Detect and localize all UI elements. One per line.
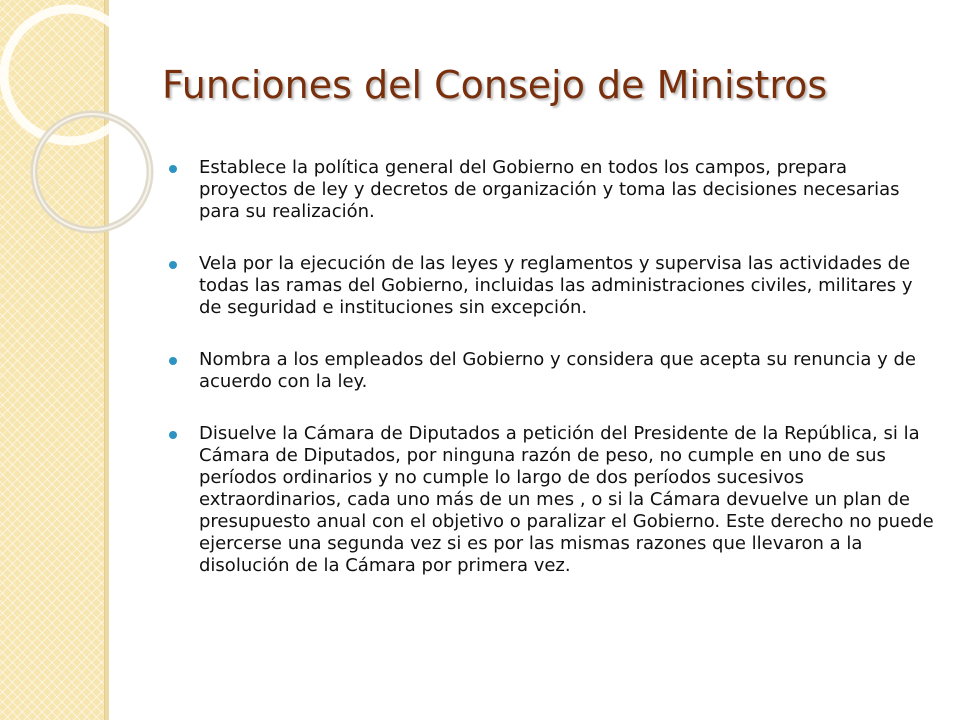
bullet-text: Establece la política general del Gobierno en todos los campos, prepara proyectos de ley y decretos de organización y toma las decisiones necesarias para su realización. xyxy=(199,157,900,222)
bullet-item xyxy=(168,423,938,577)
bullet-text: Nombra a los empleados del Gobierno y considera que acepta su renuncia y de acuerdo con la ley. xyxy=(199,349,916,392)
bullet-marker-icon xyxy=(169,357,177,365)
bullet-list xyxy=(168,157,938,607)
bullet-item xyxy=(168,349,938,393)
bullet-item xyxy=(168,253,938,319)
slide-title: Funciones del Consejo de Ministros xyxy=(162,63,828,107)
bullet-marker-icon xyxy=(169,261,177,269)
bullet-text: Disuelve la Cámara de Diputados a petición del Presidente de la República, si la Cámara de Diputados, por ninguna razón de peso, no cumple en uno de sus períodos ordinarios y no cumple lo largo de dos períodos sucesivos extraordinarios, cada uno más de un mes , o si la Cámara devuelve un plan de presupuesto anual con el objetivo o paralizar el Gobierno. Este derecho no puede ejercerse una segunda vez si es por las mismas razones que llevaron a la disolución de la Cámara por primera vez. xyxy=(199,423,934,576)
bullet-text: Vela por la ejecución de las leyes y reglamentos y supervisa las actividades de todas las ramas del Gobierno, incluidas las administraciones civiles, militares y de seguridad e instituciones sin excepción. xyxy=(199,253,913,318)
bullet-marker-icon xyxy=(169,431,177,439)
bullet-item xyxy=(168,157,938,223)
bullet-marker-icon xyxy=(169,165,177,173)
small-ring-highlight xyxy=(34,114,150,230)
